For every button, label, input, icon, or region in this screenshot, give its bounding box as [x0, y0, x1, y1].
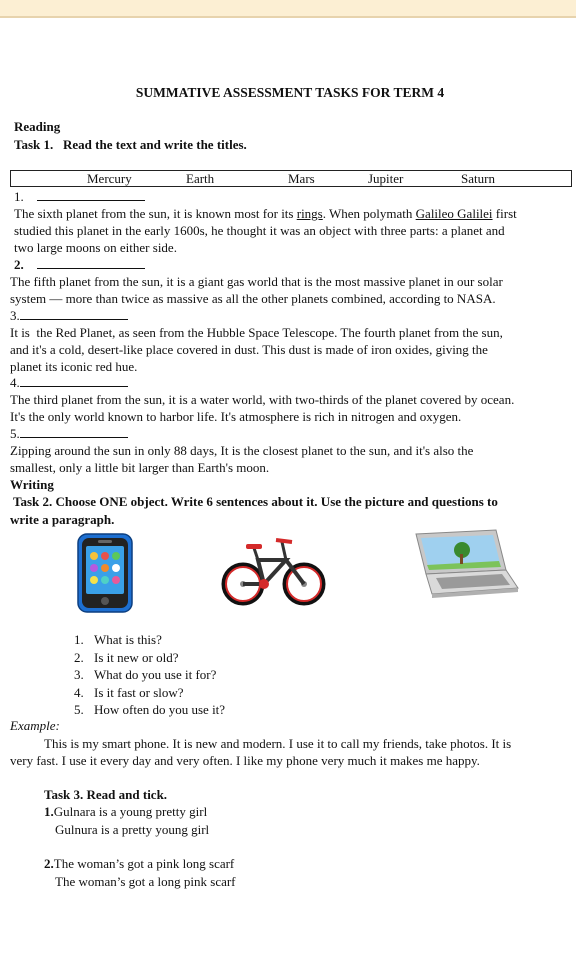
task3-heading: Task 3. Read and tick. [44, 787, 168, 802]
bicycle-image [220, 534, 328, 608]
planet-earth: Earth [186, 171, 215, 186]
planet-names-box [10, 170, 572, 187]
item3-text: It is the Red Planet, as seen from the Hubble Space Telescope. The fourth planet from the sun, and it's a cold, desert-like place covered in dust. This dust is made of iron oxides, giving the planet its iconic red hue. [10, 325, 503, 374]
item3-blank[interactable] [20, 307, 128, 320]
item5-answer-line [10, 425, 128, 442]
item1-answer-line [14, 188, 145, 205]
task3-q2-option-a[interactable]: 2.The woman’s got a pink long scarf [44, 856, 235, 871]
task3-q1-option-a[interactable]: 1.Gulnara is a young pretty girl [44, 804, 208, 819]
galileo-link: Galileo Galilei [415, 206, 493, 221]
item4-blank[interactable] [20, 374, 128, 387]
planet-mars: Mars [288, 171, 315, 186]
page-title: SUMMATIVE ASSESSMENT TASKS FOR TERM 4 [135, 85, 445, 100]
planet-jupiter: Jupiter [368, 171, 404, 186]
item1-text: The sixth planet from the sun, it is known most for its rings. When polymath Galileo Galilei first studied this planet in the early 1600s, he thought it was an object with three parts: a planet and two large moons on either side. [14, 206, 517, 255]
item1-number: 1. [14, 189, 24, 204]
window-top-bar [0, 0, 576, 18]
example-line1: This is my smart phone. It is new and modern. I use it to call my friends, take photos. It is [44, 736, 512, 751]
task2-instruction-line1: Task 2. Choose ONE object. Write 6 sentences about it. Use the picture and questions to [10, 494, 498, 509]
question-2: 2. Is it new or old? [74, 649, 179, 665]
writing-heading: Writing [10, 477, 54, 492]
planet-mercury: Mercury [87, 171, 132, 186]
task1-instruction: Task 1. Read the text and write the titles. [14, 137, 247, 152]
item4-answer-line [10, 374, 128, 391]
question-4: 4. Is it fast or slow? [74, 684, 184, 700]
question-1: 1. What is this? [74, 632, 162, 647]
questions-list [74, 631, 225, 719]
example-line2: very fast. I use it every day and very often. I like my phone very much it makes me happy. [10, 753, 480, 768]
rings-link: rings [296, 206, 323, 221]
task2-instruction-line2: write a paragraph. [10, 512, 115, 527]
item2-text: The fifth planet from the sun, it is a giant gas world that is the most massive planet in our solar system — more than twice as massive as all the other planets combined, according to NASA. [10, 274, 503, 306]
reading-heading: Reading [14, 119, 61, 134]
task3-q2-option-b[interactable]: The woman’s got a long pink scarf [55, 874, 236, 889]
task3-q1-option-b[interactable]: Gulnura is a pretty young girl [55, 822, 210, 837]
item2-blank[interactable] [37, 256, 145, 269]
item4-text: The third planet from the sun, it is a water world, with two-thirds of the planet covered by ocean. It's the only world known to harbor life. It's atmosphere is rich in nitrogen and oxygen. [10, 392, 515, 424]
smartphone-image [74, 532, 136, 614]
planet-saturn: Saturn [461, 171, 495, 186]
laptop-image [410, 528, 520, 604]
item4-number: 4. [10, 375, 20, 390]
item1-blank[interactable] [37, 188, 145, 201]
item5-text: Zipping around the sun in only 88 days, It is the closest planet to the sun, and it's also the smallest, only a little bit larger than Earth's moon. [10, 443, 474, 475]
item2-answer-line [14, 256, 145, 273]
item3-answer-line [10, 307, 128, 324]
item5-number: 5. [10, 426, 20, 441]
question-5: 5. How often do you use it? [74, 702, 226, 717]
example-label: Example: [10, 718, 60, 733]
item3-number: 3. [10, 308, 20, 323]
question-3: 3. What do you use it for? [74, 667, 217, 682]
item5-blank[interactable] [20, 425, 128, 438]
item2-number: 2. [14, 257, 24, 272]
